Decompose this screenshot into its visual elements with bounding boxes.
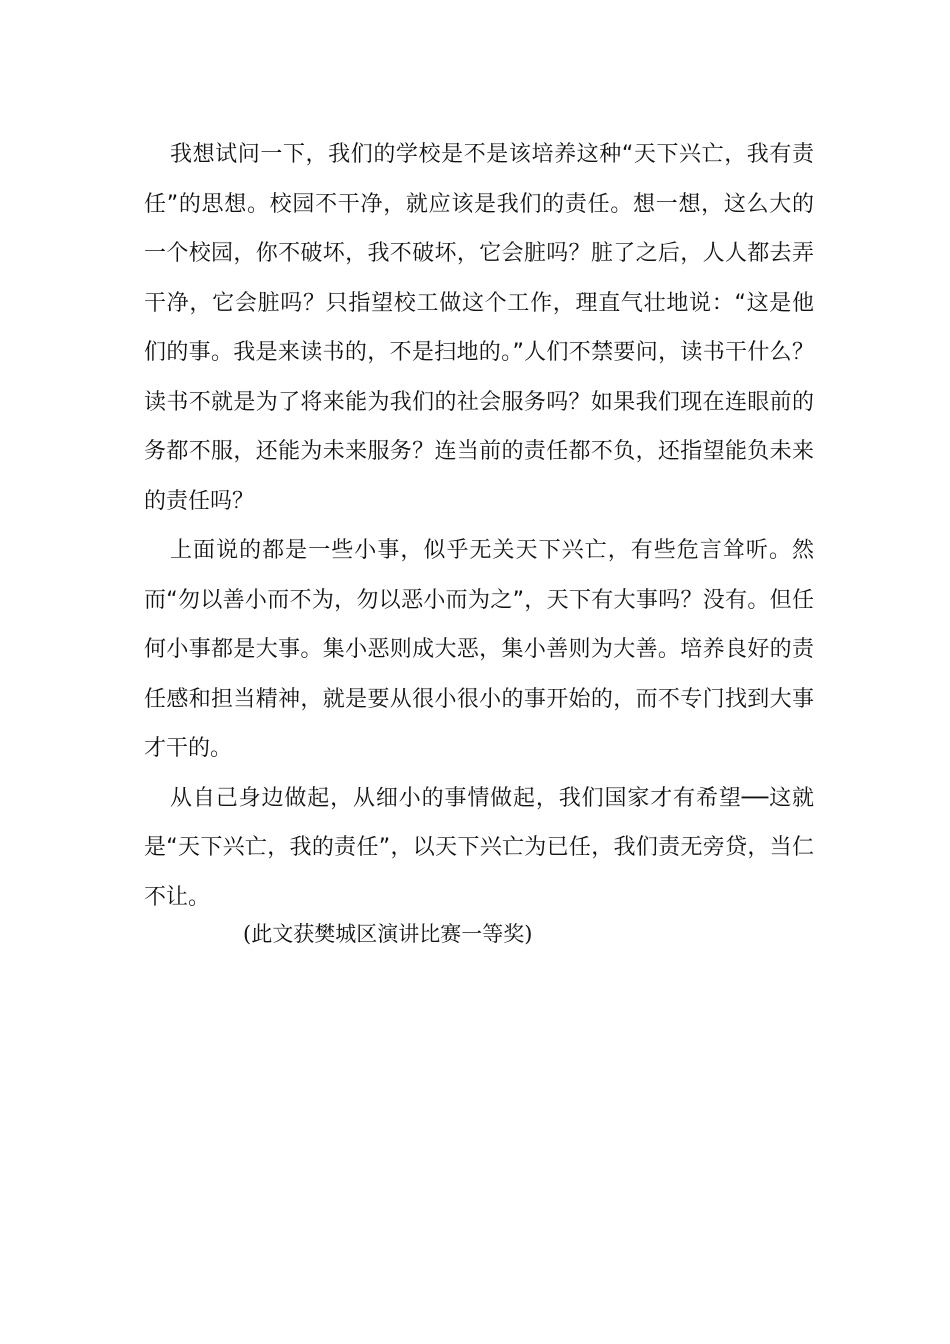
- paragraph-1: 我想试问一下，我们的学校是不是该培养这种“天下兴亡，我有责任”的思想。校园不干净，就应该是我们的责任。想一想，这么大的一个校园，你不破坏，我不破坏，它会脏吗？脏了之后，人人都去弄干净，它会脏吗？只指望校工做这个工作，理直气壮地说：“这是他们的事。我是来读书的，不是扫地的。”人们不禁要问，读书干什么？读书不就是为了将来能为我们的社会服务吗？如果我们现在连眼前的务都不服，还能为未来服务？连当前的责任都不负，还指望能负未来的责任吗？: [144, 142, 814, 514]
- speech-body: [144, 130, 814, 922]
- paragraph-2: 上面说的都是一些小事，似乎无关天下兴亡，有些危言耸听。然而“勿以善小而不为，勿以恶小而为之”，天下有大事吗？没有。但任何小事都是大事。集小恶则成大恶，集小善则为大善。培养良好的责任感和担当精神，就是要从很小很小的事开始的，而不专门找到大事才干的。: [144, 538, 814, 761]
- paragraph-3: 从自己身边做起，从细小的事情做起，我们国家才有希望──这就是“天下兴亡，我的责任”，以天下兴亡为已任，我们责无旁贷，当仁不让。: [144, 785, 814, 910]
- award-note: (此文获樊城区演讲比赛一等奖): [243, 922, 533, 946]
